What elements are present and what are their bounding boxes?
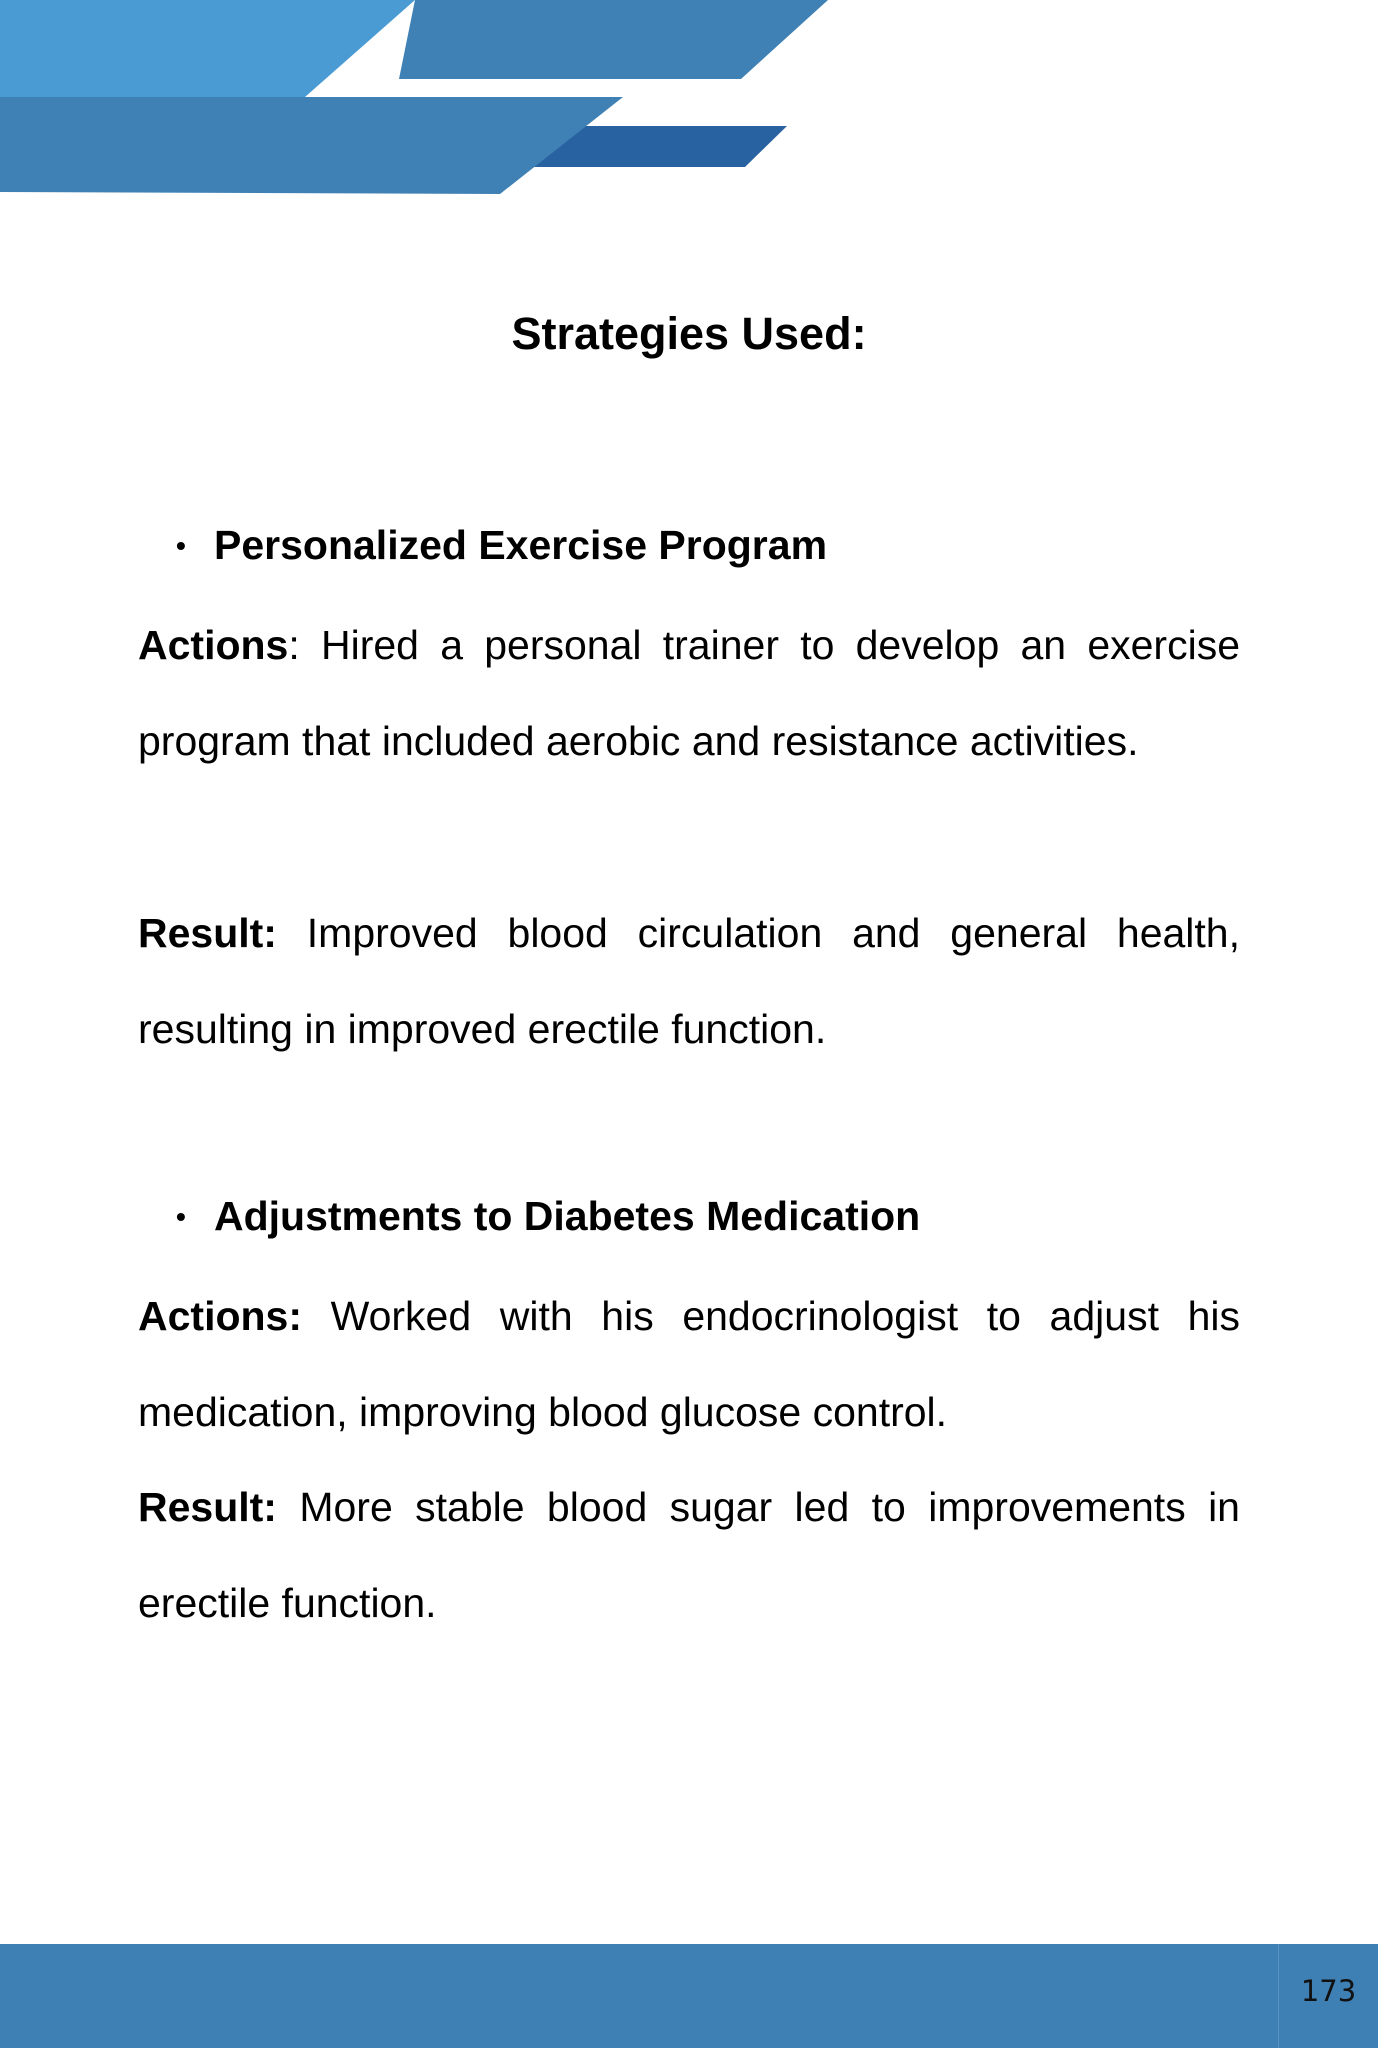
actions-label: Actions: [138,1293,302,1339]
bullet-icon: • [176,530,186,561]
result-paragraph [138,1459,1240,1651]
header-decoration [0,0,1378,200]
result-label: Result: [138,1484,277,1530]
result-paragraph [138,885,1240,1077]
page-number: 173 [1300,1974,1357,2008]
section-heading-text: Adjustments to Diabetes Medication [214,1193,921,1239]
section-heading-text: Personalized Exercise Program [214,522,828,568]
actions-colon: : [288,622,300,668]
header-shape-light [0,0,415,97]
actions-paragraph [138,1268,1240,1460]
page-title: Strategies Used: [511,308,867,359]
actions-text: Hired a personal trainer to develop an exercise program that included aerobic and resistance activities. [138,622,1240,764]
result-text: Improved blood circulation and general health, resulting in improved erectile function. [138,910,1240,1052]
bullet-icon: • [176,1201,186,1232]
header-shape-top-right [399,0,828,79]
header-shape-main-band [0,97,623,194]
page-footer [0,1944,1378,2048]
result-text: More stable blood sugar led to improvements in erectile function. [138,1484,1240,1626]
actions-label: Actions [138,622,289,668]
actions-paragraph [138,597,1240,789]
actions-text: Worked with his endocrinologist to adjust his medication, improving blood glucose control. [138,1293,1240,1435]
result-label: Result: [138,910,277,956]
